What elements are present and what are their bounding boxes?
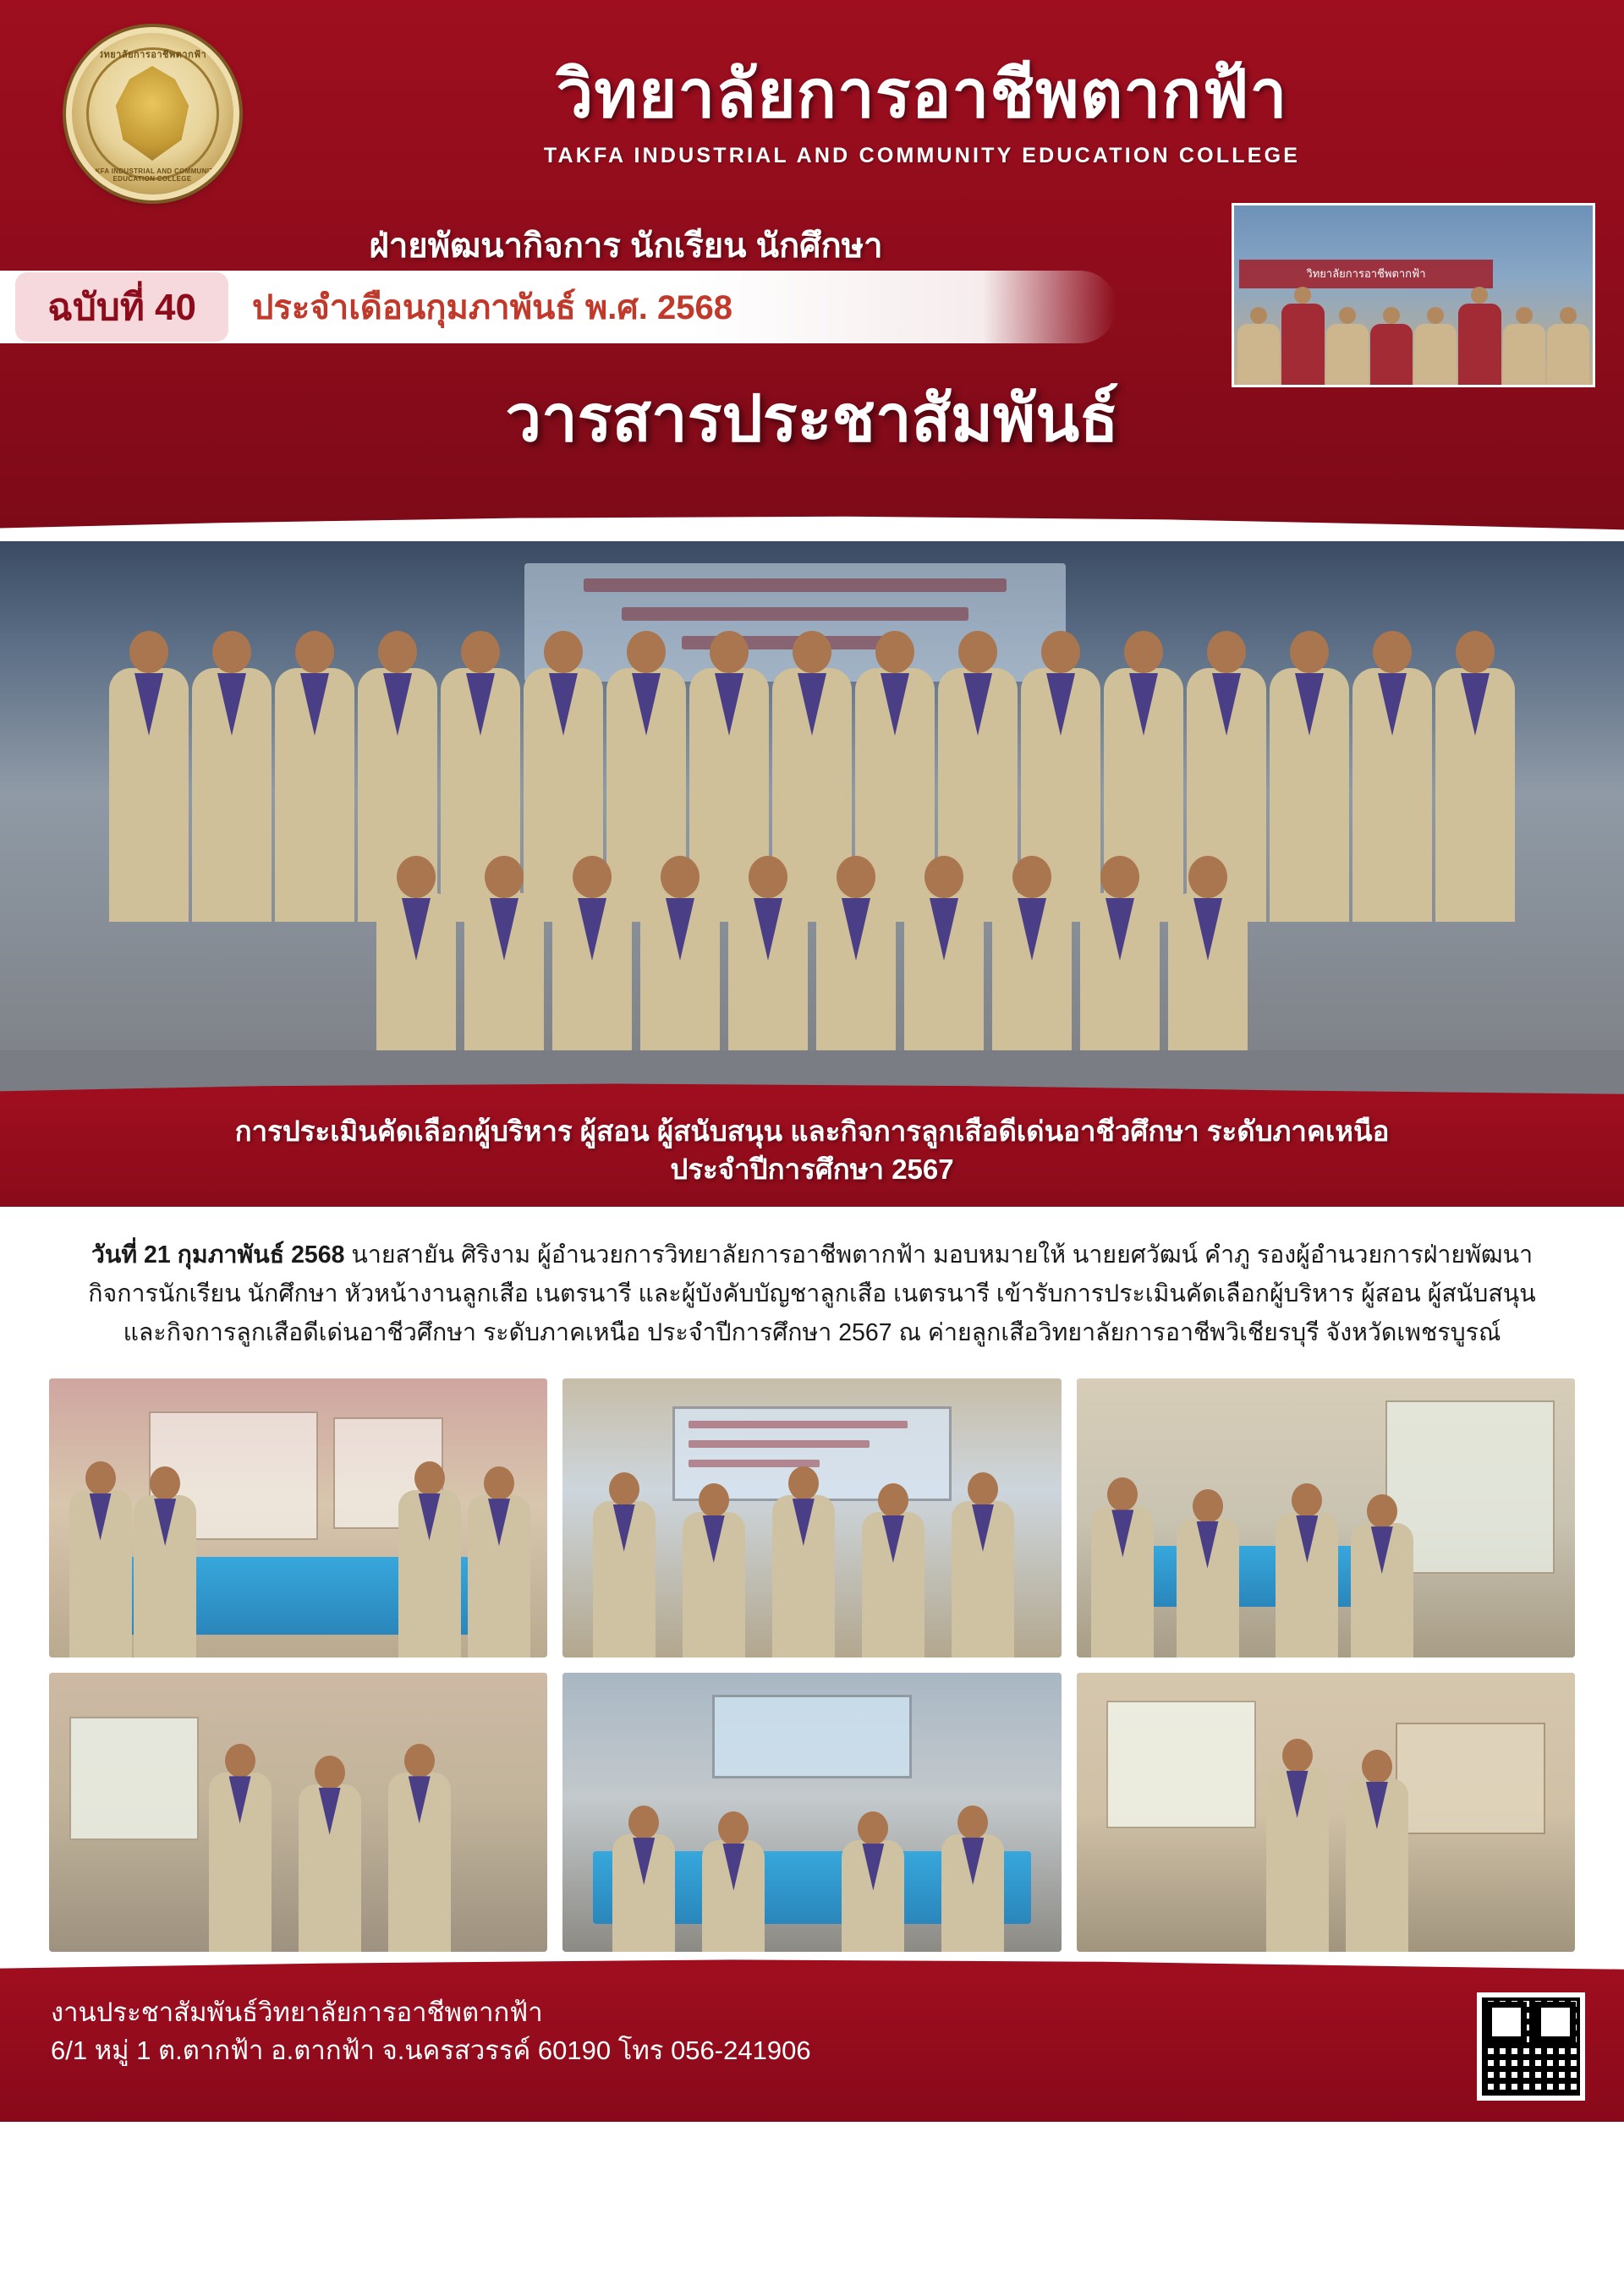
journal-title: วารสารประชาสัมพันธ์: [505, 383, 1119, 455]
department-title: ฝ่ายพัฒนากิจการ นักเรียน นักศึกษา: [369, 227, 883, 265]
header-inset-photo-caption: วิทยาลัยการอาชีพตากฟ้า: [1239, 260, 1493, 288]
journal-title-wrap: [0, 381, 1624, 492]
figure: [1370, 324, 1413, 385]
person: [862, 1512, 924, 1658]
page-footer: [0, 1974, 1624, 2122]
figure: [1458, 304, 1501, 385]
person: [1276, 1512, 1338, 1658]
qr-code-icon[interactable]: [1477, 1992, 1585, 2101]
gallery-photo-6: [1077, 1673, 1575, 1952]
figure: [1281, 304, 1324, 385]
person: [1352, 668, 1432, 922]
figure: [1547, 324, 1589, 385]
exhibit-board: [1396, 1723, 1545, 1834]
exhibit-board: [69, 1717, 199, 1839]
gallery-photo-2: [562, 1378, 1061, 1658]
person: [192, 668, 272, 922]
seal-emblem-icon: [112, 66, 193, 161]
hero-back-row: [0, 668, 1624, 922]
person: [772, 1495, 835, 1657]
person: [612, 1834, 675, 1952]
footer-address: 6/1 หมู่ 1 ต.ตากฟ้า อ.ตากฟ้า จ.นครสวรรค์ 60190 โทร 056-241906: [51, 2035, 811, 2065]
college-name-th: วิทยาลัยการอาชีพตากฟ้า: [556, 57, 1288, 132]
footer-organization: งานประชาสัมพันธ์วิทยาลัยการอาชีพตากฟ้า: [51, 1997, 543, 2027]
person: [941, 1834, 1004, 1952]
photo-gallery: [0, 1360, 1624, 1974]
person: [398, 1490, 461, 1658]
screen-text-line: [622, 607, 968, 621]
gallery-photo-5: [562, 1673, 1061, 1952]
screen-text-line: [584, 578, 1006, 592]
figure: [1503, 324, 1545, 385]
person: [299, 1784, 361, 1952]
screen-text-line: [689, 1460, 820, 1467]
header-middle: [0, 211, 1624, 381]
gallery-photo-4: [49, 1673, 547, 1952]
figure: [1237, 324, 1280, 385]
gallery-photo-1: [49, 1378, 547, 1658]
person: [1351, 1523, 1413, 1657]
figure: [1326, 324, 1369, 385]
person: [109, 668, 189, 922]
screen-text-line: [689, 1421, 908, 1428]
person: [275, 668, 354, 922]
college-name-en: TAKFA INDUSTRIAL AND COMMUNITY EDUCATION COLLEGE: [543, 143, 1301, 167]
caption-line-2: ประจำปีการศึกษา 2567: [670, 1153, 954, 1185]
person: [388, 1773, 451, 1951]
issue-number-badge: ฉบับที่ 40: [15, 272, 228, 342]
hero-caption-band: [0, 1099, 1624, 1207]
person: [209, 1773, 272, 1951]
person: [1091, 1506, 1154, 1657]
header-inset-photo: [1232, 203, 1595, 387]
figure: [1414, 324, 1457, 385]
article-body: [0, 1207, 1624, 1359]
hero-photo: [0, 541, 1624, 1099]
person: [1266, 1767, 1329, 1952]
article-paragraph: นายสายัน ศิริงาม ผู้อำนวยการวิทยาลัยการอาชีพตากฟ้า มอบหมายให้ นายยศวัฒน์ คำภู รองผู้อำนวยการฝ่ายพัฒนากิจการนักเรียน นักศึกษา หัวหน้างานลูกเสือ เนตรนารี และผู้บังคับบัญชาลูกเสือ เนตรนารี เข้ารับการประเมินคัดเลือกผู้บริหาร ผู้สอน ผู้สนับสนุน และกิจการลูกเสือดีเด่นอาชีวศึกษา ระดับภาคเหนือ ประจำปีการศึกษา 2567 ณ ค่ายลูกเสือวิทยาลัยการอาชีพวิเชียรบุรี จังหวัดเพชรบูรณ์: [88, 1241, 1536, 1347]
issue-month-label: ประจำเดือนกุมภาพันธ์ พ.ศ. 2568: [252, 289, 733, 326]
seal-text-bottom: TAKFA INDUSTRIAL AND COMMUNITY EDUCATION COLLEGE: [85, 167, 219, 183]
person: [593, 1501, 656, 1658]
person: [1270, 668, 1349, 922]
header-inset-figures: [1234, 292, 1593, 385]
article-date: วันที่ 21 กุมภาพันธ์ 2568: [91, 1241, 345, 1269]
person: [842, 1840, 904, 1952]
header-wave-divider: [0, 504, 1624, 541]
college-seal-icon: [66, 27, 239, 200]
page-header: [0, 0, 1624, 541]
person: [1177, 1518, 1239, 1658]
person: [952, 1501, 1014, 1658]
college-logo: [25, 21, 279, 205]
header-titles: [279, 58, 1599, 167]
person: [1346, 1778, 1408, 1952]
person: [134, 1495, 196, 1657]
header-top: [0, 0, 1624, 211]
projector-screen: [712, 1695, 912, 1778]
person: [69, 1490, 132, 1658]
screen-text-line: [689, 1440, 870, 1448]
gallery-photo-3: [1077, 1378, 1575, 1658]
issue-band: [0, 271, 1116, 343]
person: [702, 1840, 765, 1952]
person: [468, 1495, 530, 1657]
person: [683, 1512, 745, 1658]
seal-text-top: วิทยาลัยการอาชีพตากฟ้า: [97, 49, 207, 60]
person: [1435, 668, 1515, 922]
exhibit-board: [1106, 1701, 1256, 1829]
caption-line-1: การประเมินคัดเลือกผู้บริหาร ผู้สอน ผู้สนับสนุน และกิจการลูกเสือดีเด่นอาชีวศึกษา ระดับภาคเหนือ: [234, 1115, 1390, 1147]
